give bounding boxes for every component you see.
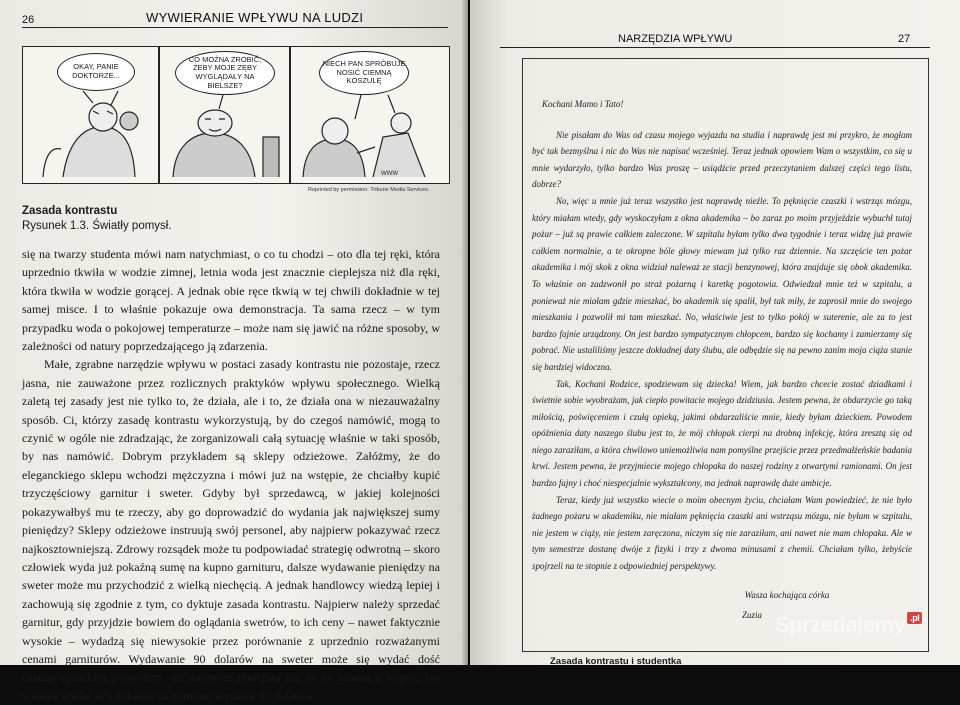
page-number-left: 26 xyxy=(22,14,35,26)
left-page xyxy=(0,0,468,703)
letter-paragraph: Teraz, kiedy już wszystko wiecie o moim obecnym życiu, chciałam Wam powiedzieć, że nie było żadnego pożaru w akademiku, nie miałam pęknięcia czaszki ani wstrząsu mózgu, nie byłam w szpitalu, nie jestem w ciąży, nie jestem zaręczona, niczym się nie zaraziłam, ani nawet nie mam chłopaka. Ale w tym semestrze dostanę dwóje z fizyki i trzy z dwoma minusami z chemii. Chciałam tylko, żebyście spojrzeli na te stopnie z odpowiedniej perspektywy. xyxy=(532,494,912,572)
letter-signature: Zuzia xyxy=(741,610,762,621)
speech-bubble-2: CO MOŻNA ZROBIĆ, ŻEBY MOJE ZĘBY WYGLĄDAŁY NA BIELSZE? xyxy=(175,51,275,95)
header-rule xyxy=(500,47,930,48)
cartoon-credit: Reprinted by permission: Tribune Media Services. xyxy=(308,187,430,193)
comic-illustration xyxy=(23,47,449,183)
running-head-left: WYWIERANIE WPŁYWU NA LUDZI xyxy=(146,10,364,25)
figure-caption: Rysunek 1.3. Światły pomysł. xyxy=(22,220,172,232)
page-number-right: 27 xyxy=(898,33,911,45)
letter-paragraph: Nie pisałam do Was od czasu mojego wyjazdu na studia i naprawdę jest mi przykro, że mogłam być tak bezmyślna i nic do Was nie napisać wcześniej. Teraz jednak opowiem Wam o wszystkim, co się u mnie wydarzyło, tylko bardzo Was proszę – usiądźcie przed przeczytaniem dalszej części tego listu, dobrze? xyxy=(532,129,912,190)
running-head-right: NARZĘDZIA WPŁYWU xyxy=(618,33,733,45)
speech-bubble-1: OKAY, PANIE DOKTORZE... xyxy=(57,53,135,91)
letter-sign-off: Wasza kochająca córka xyxy=(744,589,830,600)
next-section-heading: Zasada kontrastu i studentka xyxy=(550,656,682,667)
watermark xyxy=(775,612,922,638)
header-rule xyxy=(22,27,448,28)
body-paragraph: Małe, zgrabne narzędzie wpływu w postaci zasady kontrastu nie pozostaje, rzecz jasna, nie zauważone przez rozlicznych praktyków wpływu społecznego. Wielką zaletą tej zasady jest nie tylko to, że działa, ale i to, że działa ona w niezauważalny sposób. Ci, którzy zasadę kontrastu wykorzystują, by do czegoś namówić, mogą to czynić w ogóle nie zdradzając, że zorganizowali całą sytuację właśnie w taki sposób, by nas namówić. Dobrym przykładem są sklepy odzieżowe. Załóżmy, że do eleganckiego sklepu wchodzi mężczyzna i mówi już na wstępie, że chciałby kupić trzyczęściowy garnitur i sweter. Gdyby był sprzedawcą, w jakiej kolejności pokazywałbyś mu te rzeczy, aby go doprowadzić do wydania jak największej sumy pieniędzy? Sklepy odzieżowe instruują swój personel, aby najpierw pokazywać rzecz najkosztowniejszą. Zdrowy rozsądek może tu podpowiadać strategię odwrotną – skoro człowiek wyda już pokaźną sumę na kupno garnituru, dalsze wydawanie pieniędzy na sweter może mu przychodzić z wielką niechęcią. A jednak handlowcy wiedzą lepiej i zachowują się zgodnie z tym, co dyktuje zasada kontrastu. Najpierw należy sprzedać garnitur, gdy przyjdzie bowiem do oglądania swetrów, to ich ceny – nawet faktycznie wysokie – wydadzą się niewysokie przez porównanie z uprzednio rozważanymi cenami garniturów. Wydawanie 90 dolarów na sweter może się wydać dość ekstrawaganckim pomysłem, ale zapewne mniejszą już to na szansa u kogoś, kto właśnie wydał 475 dolarów na garnitur, wydatek 90 dolarów xyxy=(22,357,440,703)
section-title: Zasada kontrastu xyxy=(22,205,118,217)
letter-greeting: Kochani Mamo i Tato! xyxy=(542,99,624,109)
letter-paragraph: Tak, Kochani Rodzice, spodziewam się dziecka! Wiem, jak bardzo chcecie zostać dziadkami i świetnie sobie wyobrażam, jak ciepło powitacie mojego dzidziusia. Jestem pewna, że obdarzycie go taką miłością, poświęceniem i czułą opieką, jakimi obdarzaliście mnie, kiedy byłam dzieckiem. Powodem opóźnienia daty naszego ślubu jest to, że mój chłopak cierpi na drobną infekcję, która zresztą się od niego zaraziłam, a która chwilowo uniemożliwia nam pomyślne przejście przez przedmałżeńskie badania krwi. Jestem pewna, że przyjmiecie mojego chłopaka do naszej rodziny z otwartymi ramionami. On jest bardzo fajny i choć niespecjalnie wykształcony, ma jednak naprawdę duże ambicje. xyxy=(532,378,912,489)
right-page xyxy=(470,0,960,665)
speech-bubble-3: NIECH PAN SPRÓBUJE NOSIĆ CIEMNĄ KOSZULĘ xyxy=(319,51,409,95)
watermark-badge: .pl xyxy=(907,612,922,624)
letter-paragraph: No, więc u mnie już teraz wszystko jest naprawdę nieźle. To pęknięcie czaszki i wstrząs mózgu, który miałam wtedy, gdy wyskoczyłam z okna akademika – bo zaraz po moim przyjeździe wybuchł tutaj pożar – już są prawie całkiem zaleczone. W szpitalu byłam tylko dwa tygodnie i teraz widzę już prawie całkiem normalnie, a te okropne bóle głowy miewam już tylko raz dziennie. Na szczęście ten pożar akademika i mój skok z okna widział naleważ ze stacji benzynowej, która znajduje się obok akademika. To właśnie on zadzwonił po straż pożarną i karetkę pogotowia. Odwiedzał mnie też w szpitalu, a ponieważ nie miałam gdzie mieszkać, bo akademik się spalił, był tak miły, że zaprosił mnie do swojego mieszkania i pozwolił mi tam mieszkać. No, właściwie jest to tylko pokój w suterenie, ale za to jest bardzo fajnie urządzony. On jest bardzo sympatycznym chłopcem, bardzo się kochamy i zamierzamy się pobrać. Nie ustaliliśmy jeszcze dokładnej daty ślubu, ale odbędzie się na pewno zanim moja ciąża stanie się bardziej widoczna. xyxy=(532,195,912,372)
svg-text:WWW: WWW xyxy=(381,171,398,177)
body-text xyxy=(22,245,440,705)
body-paragraph: się na twarzy studenta mówi nam natychmiast, o co tu chodzi – oto dla tej ręki, która uprzednio tkwiła w wodzie zimnej, letnia woda jest znacznie cieplejsza niż dla ręki, która tkwiła w wodzie gorącej. A jednak obie ręce tkwią w tej chwili dokładnie w tej samej misce. I to właśnie pokazuje owa demonstracja. Ta sama rzecz – w tym przypadku woda o pokojowej temperaturze – może nam się jawić na różne sposoby, w zależności od natury poprzedzającego ją zdarzenia. xyxy=(22,247,440,354)
comic-strip xyxy=(22,46,450,184)
letter xyxy=(532,96,912,624)
watermark-text: Sprzedajemy xyxy=(775,612,906,637)
